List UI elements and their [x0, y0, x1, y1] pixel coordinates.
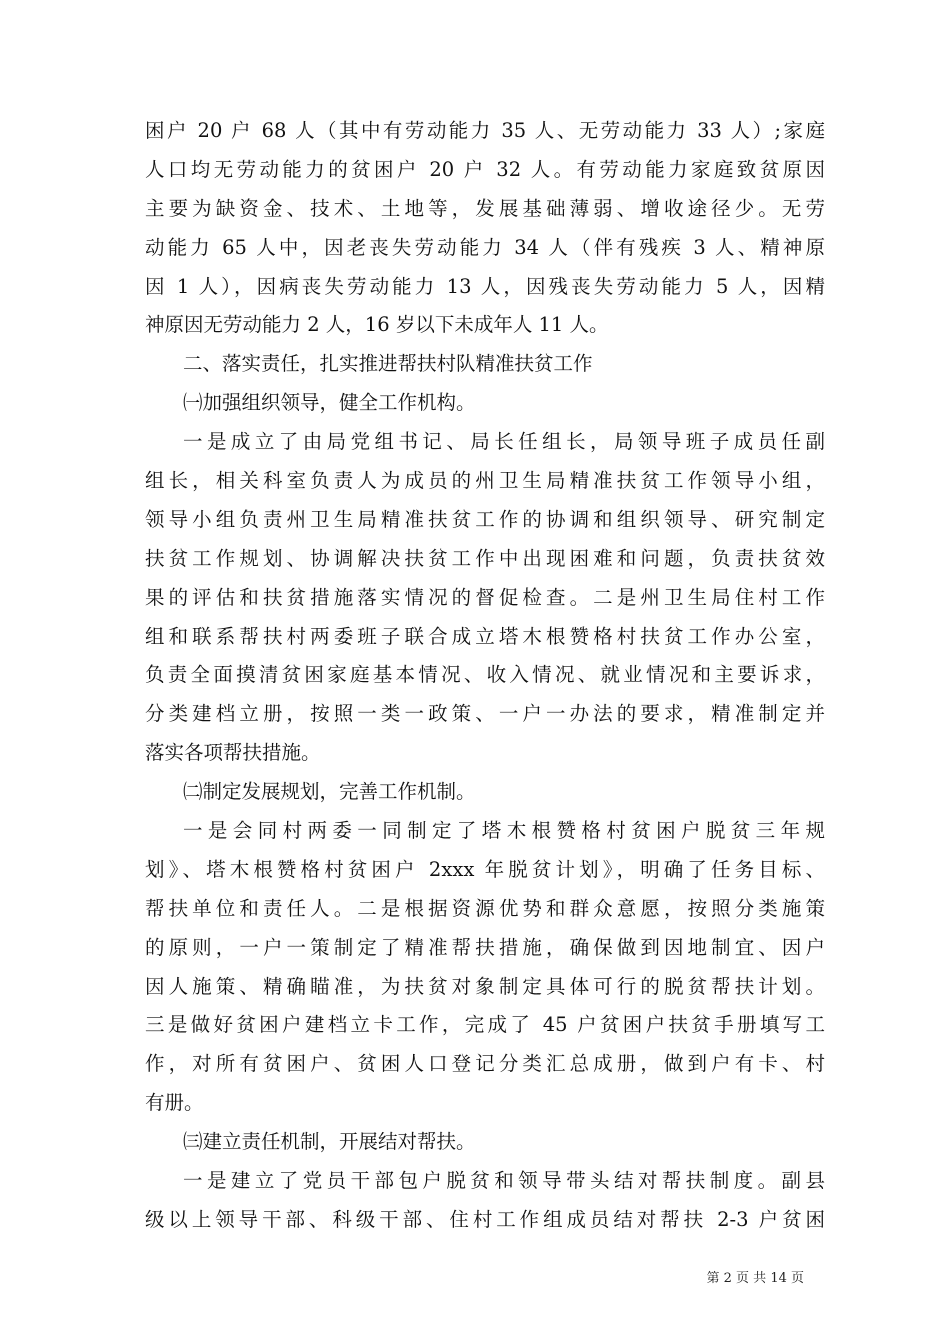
text-line: 扶贫工作规划、协调解决扶贫工作中出现困难和问题，负责扶贫效	[145, 546, 825, 570]
text-line: 领导小组负责州卫生局精准扶贫工作的协调和组织领导、研究制定	[145, 507, 825, 531]
text-line: 困户 20 户 68 人（其中有劳动能力 35 人、无劳动能力 33 人）;家庭	[145, 119, 825, 142]
text-line: 的原则，一户一策制定了精准帮扶措施，确保做到因地制宜、因户	[145, 935, 825, 959]
text-line: 作，对所有贫困户、贫困人口登记分类汇总成册，做到户有卡、村	[145, 1052, 825, 1076]
text-line: 落实各项帮扶措施。	[145, 741, 321, 765]
text-line: 帮扶单位和责任人。二是根据资源优势和群众意愿，按照分类施策	[145, 896, 825, 920]
subsection-heading: ㈠加强组织领导，健全工作机构。	[183, 391, 476, 415]
text-line: 划》、塔木根赞格村贫困户 2xxx 年脱贫计划》，明确了任务目标、	[145, 857, 825, 881]
text-line: 因人施策、精确瞄准，为扶贫对象制定具体可行的脱贫帮扶计划。	[145, 974, 825, 998]
text-line: 动能力 65 人中，因老丧失劳动能力 34 人（伴有残疾 3 人、精神原	[145, 235, 825, 259]
text-line: 主要为缺资金、技术、土地等，发展基础薄弱、增收途径少。无劳	[145, 196, 825, 220]
text-line: 负责全面摸清贫困家庭基本情况、收入情况、就业情况和主要诉求，	[145, 663, 825, 687]
document-body	[145, 112, 825, 1240]
text-line: 组长，相关科室负责人为成员的州卫生局精准扶贫工作领导小组，	[145, 469, 825, 493]
text-line: 果的评估和扶贫措施落实情况的督促检查。二是州卫生局住村工作	[145, 585, 825, 609]
text-line: 有册。	[145, 1091, 204, 1115]
page-number: 第 2 页 共 14 页	[706, 1271, 804, 1286]
text-line: 人口均无劳动能力的贫困户 20 户 32 人。有劳动能力家庭致贫原因	[145, 157, 825, 181]
subsection-heading: ㈡制定发展规划，完善工作机制。	[183, 780, 476, 804]
text-line: 三是做好贫困户建档立卡工作，完成了 45 户贫困户扶贫手册填写工	[145, 1013, 825, 1037]
text-line: 一是会同村两委一同制定了塔木根赞格村贫困户脱贫三年规	[183, 819, 825, 843]
text-line: 级以上领导干部、科级干部、住村工作组成员结对帮扶 2-3 户贫困	[145, 1207, 825, 1231]
text-line: 因 1 人），因病丧失劳动能力 13 人，因残丧失劳动能力 5 人，因精	[145, 274, 825, 298]
subsection-heading: ㈢建立责任机制，开展结对帮扶。	[183, 1130, 476, 1154]
text-line: 组和联系帮扶村两委班子联合成立塔木根赞格村扶贫工作办公室，	[145, 624, 825, 648]
text-line: 一是成立了由局党组书记、局长任组长，局领导班子成员任副	[183, 430, 825, 454]
text-line: 分类建档立册，按照一类一政策、一户一办法的要求，精准制定并	[145, 702, 825, 726]
section-heading: 二、落实责任，扎实推进帮扶村队精准扶贫工作	[183, 352, 593, 376]
text-line: 神原因无劳动能力 2 人，16 岁以下未成年人 11 人。	[145, 313, 609, 337]
text-line: 一是建立了党员干部包户脱贫和领导带头结对帮扶制度。副县	[183, 1169, 825, 1193]
